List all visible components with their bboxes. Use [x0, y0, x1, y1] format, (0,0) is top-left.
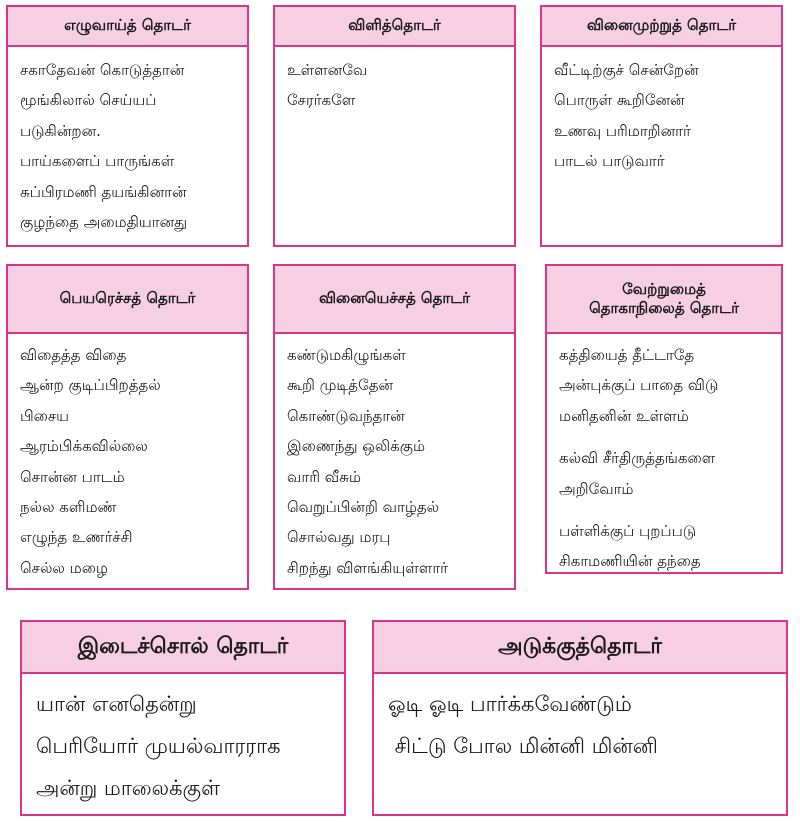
- list-item: ஆன்ற குடிப்பிறத்தல்: [20, 376, 161, 395]
- list-item: கண்டுமகிழுங்கள்: [287, 346, 406, 364]
- box-body: [22, 674, 344, 809]
- list-item: சிறந்து விளங்கியுள்ளார்: [287, 558, 448, 577]
- list-item: வெறுப்பின்றி வாழ்தல்: [287, 497, 440, 516]
- list-item: வீட்டிற்குச் சென்றேன்: [554, 61, 699, 79]
- list-item: பாடல் பாடுவார்: [554, 152, 665, 171]
- box-body: [275, 334, 514, 583]
- list-item: கொண்டுவந்தான்: [287, 406, 405, 425]
- list-item: பொருள் கூறினேன்: [554, 91, 685, 110]
- list-item: பாய்களைப் பாருங்கள்: [20, 152, 175, 171]
- list-item: சகாதேவன் கொடுத்தான்: [20, 61, 185, 79]
- box-finite-verb-phrase: [540, 5, 783, 247]
- list-item: வாரி வீசும்: [287, 467, 361, 486]
- list-item: ஓடி ஓடி பார்க்கவேண்டும்: [388, 692, 632, 716]
- box-body: [275, 47, 514, 116]
- list-item: செல்ல மழை: [20, 558, 108, 577]
- box-body: [542, 47, 781, 177]
- list-item: விதைத்த விதை: [20, 346, 127, 364]
- list-item: அன்புக்குப் பாதை விடு: [559, 376, 719, 395]
- list-item: சொல்வது மரபு: [287, 528, 391, 547]
- list-item: உணவு பரிமாறினார்: [554, 121, 691, 140]
- list-item: மனிதனின் உள்ளம்: [559, 406, 689, 425]
- box-title: அடுக்குத்தொடர்: [374, 622, 786, 674]
- box-title: பெயரெச்சத் தொடர்: [8, 266, 247, 334]
- list-item: படுகின்றன.: [20, 121, 101, 140]
- list-item: நல்ல களிமண்: [20, 497, 117, 516]
- list-item: பெரியோர் முயல்வாரராக: [36, 734, 281, 758]
- box-vocative-phrase: [273, 5, 516, 247]
- box-title: விளித்தொடர்: [275, 7, 514, 47]
- list-item: சிகாமணியின் தந்தை: [559, 552, 701, 571]
- list-item: எழுந்த உணர்ச்சி: [20, 528, 133, 547]
- list-item: சிட்டு போல மின்னி மின்னி: [388, 734, 658, 758]
- list-item: கத்தியைத் தீட்டாதே: [559, 346, 695, 364]
- box-verbal-participle-phrase: [273, 264, 516, 590]
- box-title: வினைமுற்றுத் தொடர்: [542, 7, 781, 47]
- list-item: மூங்கிலால் செய்யப்: [20, 91, 157, 110]
- box-body: [374, 674, 786, 767]
- box-title: வேற்றுமைத் தொகாநிலைத் தொடர்: [547, 266, 781, 334]
- list-item: கூறி முடித்தேன்: [287, 376, 394, 395]
- list-item: சேரர்களே: [287, 91, 356, 110]
- box-relative-participle-phrase: [6, 264, 249, 590]
- box-title: இடைச்சொல் தொடர்: [22, 622, 344, 674]
- box-subject-phrase: [6, 5, 249, 247]
- box-body: [8, 47, 247, 237]
- box-reduplication-phrase: [372, 620, 788, 816]
- list-item: கல்வி சீர்திருத்தங்களை: [559, 449, 716, 468]
- list-item: அன்று மாலைக்குள்: [36, 776, 221, 800]
- list-item: குழந்தை அமைதியானது: [20, 212, 188, 231]
- list-item: சுப்பிரமணி தயங்கினான்: [20, 182, 187, 201]
- box-body: [8, 334, 247, 583]
- list-item: ஆரம்பிக்கவில்லை: [20, 437, 148, 456]
- box-particle-phrase: [20, 620, 346, 816]
- list-item: சொன்ன பாடம்: [20, 467, 125, 486]
- list-item: உள்ளனவே: [287, 61, 368, 79]
- box-title: வினையெச்சத் தொடர்: [275, 266, 514, 334]
- list-item: பள்ளிக்குப் புறப்படு: [559, 521, 697, 540]
- box-title: எழுவாய்த் தொடர்: [8, 7, 247, 47]
- list-item: பிசைய: [20, 406, 70, 425]
- box-body: [547, 334, 781, 577]
- list-item: யான் எனதென்று: [36, 692, 197, 716]
- box-case-phrase: [545, 264, 783, 574]
- list-item: இணைந்து ஒலிக்கும்: [287, 437, 426, 456]
- list-item: அறிவோம்: [559, 479, 634, 498]
